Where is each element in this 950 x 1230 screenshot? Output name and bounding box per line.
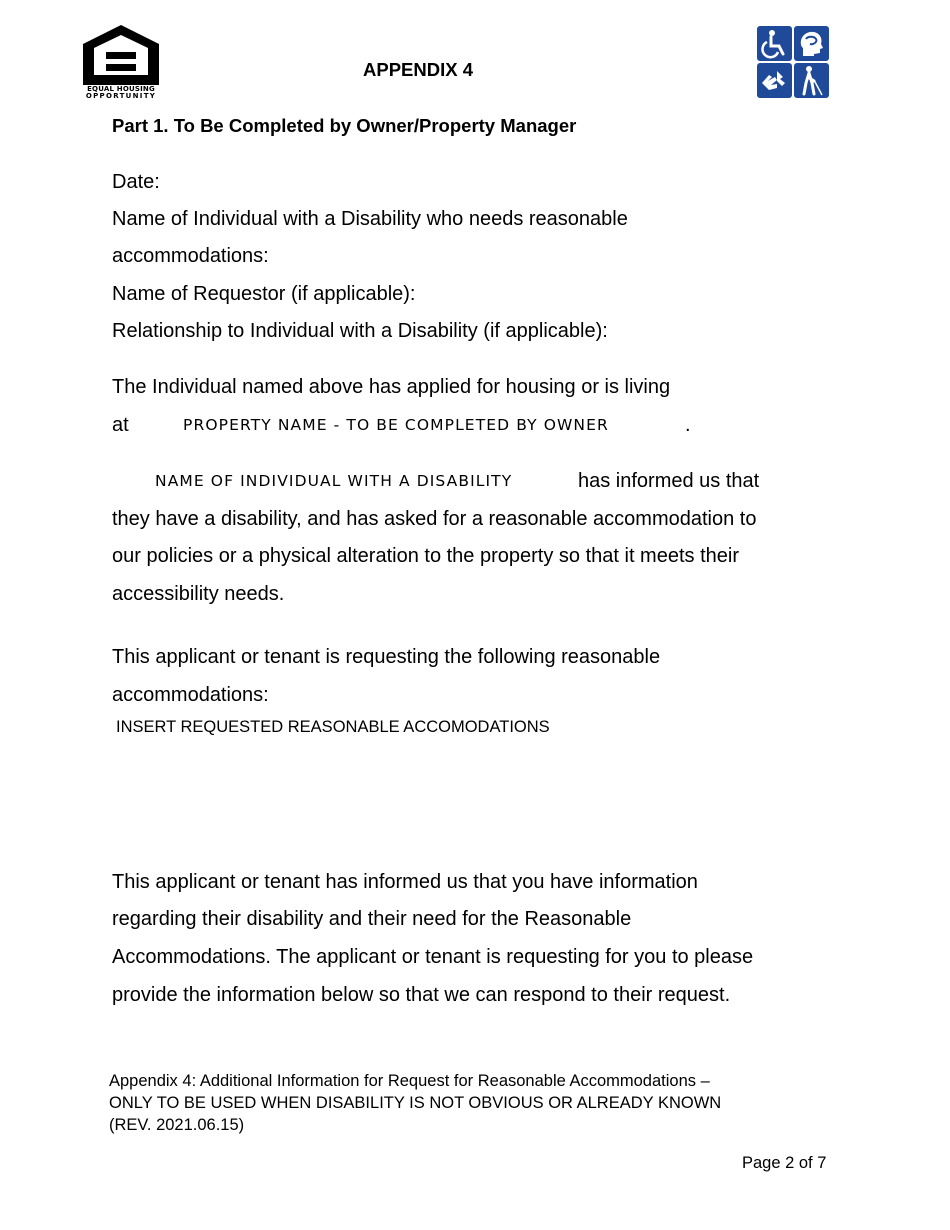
cognitive-head-icon	[794, 26, 829, 61]
equal-housing-house-icon	[81, 24, 161, 86]
informed-line-2: they have a disability, and has asked for a reasonable accommodation to	[112, 508, 757, 530]
equal-housing-logo	[81, 24, 161, 100]
information-line-4: provide the information below so that we can respond to their request.	[112, 984, 731, 1006]
accommodations-placeholder: INSERT REQUESTED REASONABLE ACCOMODATIONS	[116, 718, 550, 736]
period: .	[685, 414, 691, 436]
informed-line-1: has informed us that	[578, 470, 760, 492]
wheelchair-icon	[757, 26, 792, 61]
page-number: Page 2 of 7	[742, 1154, 827, 1172]
field-requestor-name: Name of Requestor (if applicable):	[112, 283, 416, 305]
logo-bottom-text: OPPORTUNITY	[85, 92, 157, 100]
information-line-3: Accommodations. The applicant or tenant is requesting for you to please	[112, 946, 754, 968]
applied-line: The Individual named above has applied for housing or is living	[112, 376, 671, 398]
information-line-1: This applicant or tenant has informed us that you have information	[112, 871, 698, 893]
informed-line-4: accessibility needs.	[112, 583, 285, 605]
footer-line-1: Appendix 4: Additional Information for Request for Reasonable Accommodations –	[109, 1072, 710, 1090]
field-individual-name: Name of Individual with a Disability who needs reasonable	[112, 208, 628, 230]
at-label: at	[112, 414, 129, 436]
page-title: APPENDIX 4	[363, 59, 474, 80]
footer-line-3: (REV. 2021.06.15)	[109, 1116, 245, 1134]
field-individual-name-cont: accommodations:	[112, 245, 269, 267]
field-relationship: Relationship to Individual with a Disability (if applicable):	[112, 320, 608, 342]
accessibility-icons	[757, 26, 829, 98]
requesting-line-1: This applicant or tenant is requesting the following reasonable	[112, 646, 661, 668]
field-date: Date:	[112, 171, 160, 193]
sign-language-icon	[757, 63, 792, 98]
individual-name-placeholder: NAME OF INDIVIDUAL WITH A DISABILITY	[155, 472, 513, 490]
footer-line-2: ONLY TO BE USED WHEN DISABILITY IS NOT OBVIOUS OR ALREADY KNOWN	[109, 1094, 722, 1112]
property-name-placeholder: PROPERTY NAME - TO BE COMPLETED BY OWNER	[183, 416, 609, 434]
informed-line-3: our policies or a physical alteration to the property so that it meets their	[112, 545, 739, 567]
information-line-2: regarding their disability and their need for the Reasonable	[112, 908, 632, 930]
blind-cane-icon	[794, 63, 829, 98]
requesting-line-2: accommodations:	[112, 684, 269, 706]
part1-heading: Part 1. To Be Completed by Owner/Property Manager	[112, 115, 577, 136]
logo-top-text: EQUAL HOUSING	[87, 85, 155, 93]
